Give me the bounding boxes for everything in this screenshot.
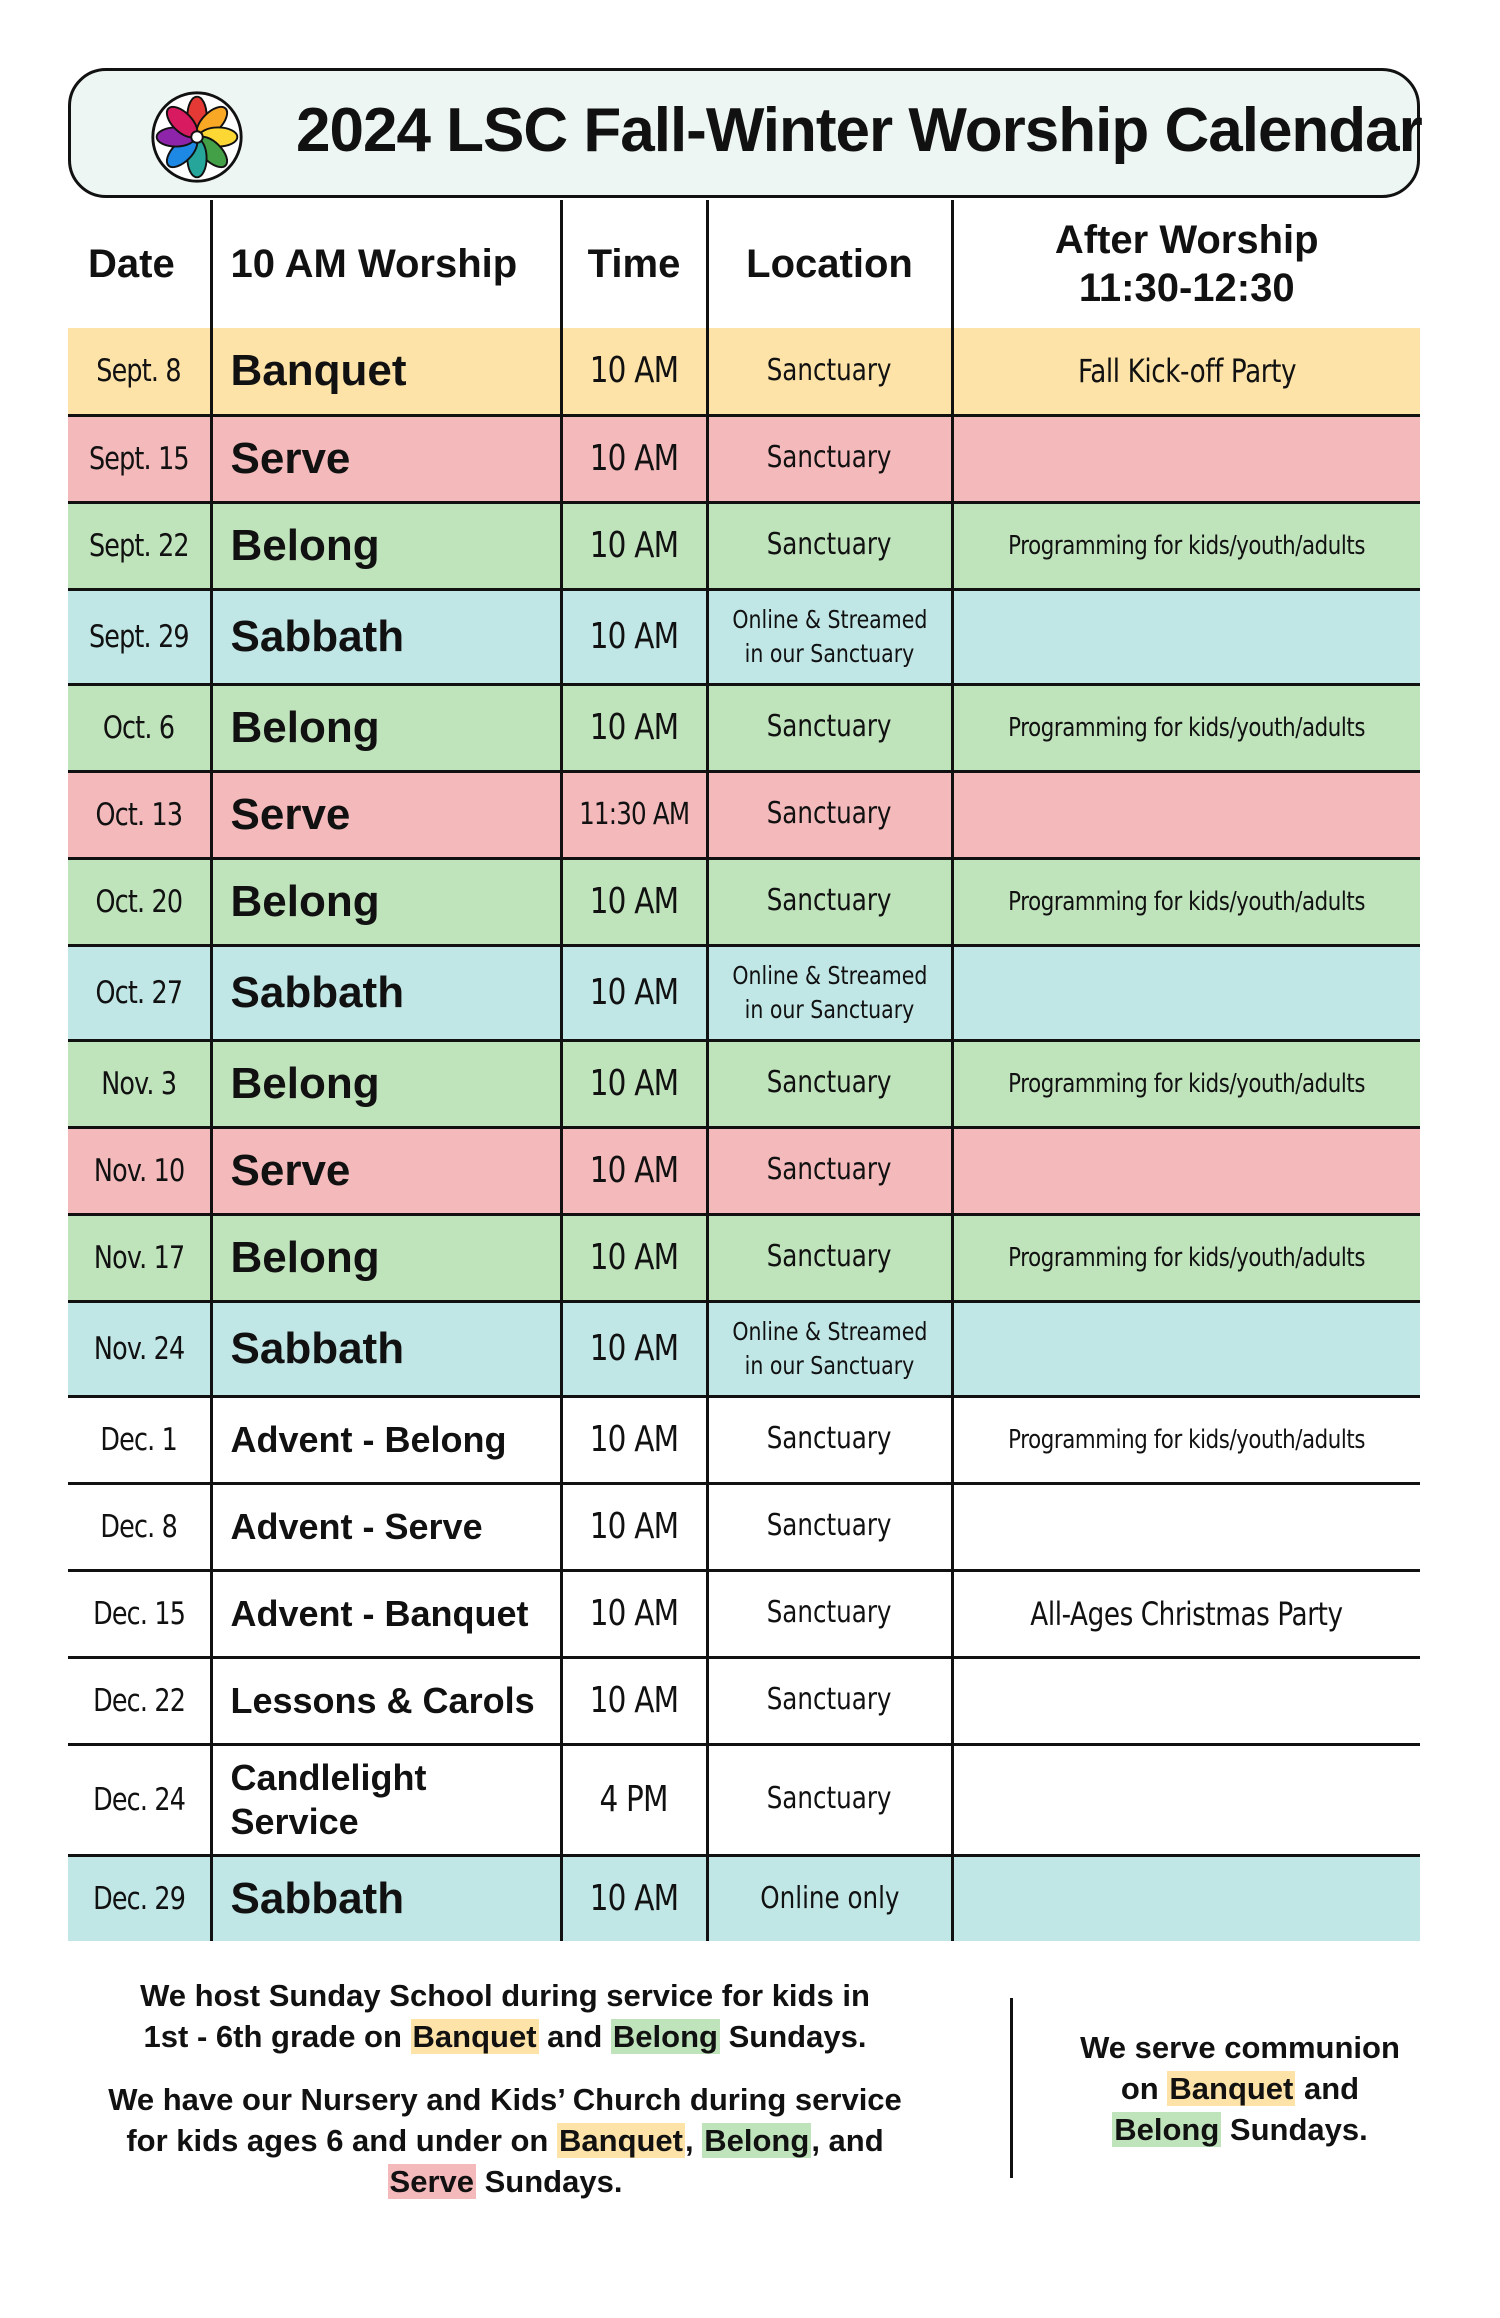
table-row xyxy=(68,858,1420,945)
cell-worship: Belong xyxy=(211,684,561,771)
cell-date: Nov. 24 xyxy=(68,1301,211,1396)
cell-after xyxy=(952,771,1420,858)
header-after-line2: 11:30-12:30 xyxy=(1078,266,1295,310)
cell-date: Oct. 27 xyxy=(68,945,211,1040)
cell-time: 10 AM xyxy=(561,589,707,684)
header-time: Time xyxy=(561,200,707,328)
communion-note: We serve communion on Banquet and Belong Sundays. xyxy=(1080,2030,1400,2147)
cell-time: 10 AM xyxy=(561,1214,707,1301)
cell-worship: Sabbath xyxy=(211,945,561,1040)
table-row xyxy=(68,1396,1420,1483)
cell-worship: Advent - Belong xyxy=(211,1396,561,1483)
cell-date: Sept. 22 xyxy=(68,502,211,589)
sunday-school-note xyxy=(70,1975,940,2224)
cell-worship: Sabbath xyxy=(211,1301,561,1396)
table-row xyxy=(68,1301,1420,1396)
table-row xyxy=(68,771,1420,858)
cell-worship: Sabbath xyxy=(211,589,561,684)
cell-worship: Advent - Banquet xyxy=(211,1570,561,1657)
cell-after: Programming for kids/youth/adults xyxy=(952,1040,1420,1127)
table-row xyxy=(68,1744,1420,1855)
table-row xyxy=(68,502,1420,589)
cell-location: Sanctuary xyxy=(707,1396,952,1483)
table-row xyxy=(68,415,1420,502)
cell-date: Dec. 1 xyxy=(68,1396,211,1483)
cell-after: Programming for kids/youth/adults xyxy=(952,684,1420,771)
table-row xyxy=(68,1483,1420,1570)
cell-worship: Candlelight Service xyxy=(211,1744,561,1855)
cell-date: Nov. 17 xyxy=(68,1214,211,1301)
serve-highlight: Serve xyxy=(389,2164,474,2199)
cell-date: Nov. 3 xyxy=(68,1040,211,1127)
cell-time: 10 AM xyxy=(561,1127,707,1214)
header-after-line1: After Worship xyxy=(1054,218,1319,262)
table-row xyxy=(68,1040,1420,1127)
cell-location: Online & Streamed in our Sanctuary xyxy=(707,945,952,1040)
table-row xyxy=(68,945,1420,1040)
cell-date: Sept. 29 xyxy=(68,589,211,684)
cell-after xyxy=(952,1855,1420,1941)
cell-time: 10 AM xyxy=(561,684,707,771)
cell-after xyxy=(952,1744,1420,1855)
header-location: Location xyxy=(707,200,952,328)
cell-date: Dec. 22 xyxy=(68,1657,211,1744)
cell-date: Dec. 24 xyxy=(68,1744,211,1855)
cell-time: 10 AM xyxy=(561,1396,707,1483)
banquet-highlight: Banquet xyxy=(412,2019,537,2054)
belong-highlight: Belong xyxy=(612,2019,718,2054)
cell-date: Oct. 20 xyxy=(68,858,211,945)
cell-worship: Belong xyxy=(211,1214,561,1301)
cell-time: 10 AM xyxy=(561,1040,707,1127)
title-banner xyxy=(68,68,1420,198)
worship-calendar-table xyxy=(68,200,1420,1941)
cell-location: Online only xyxy=(707,1855,952,1941)
cell-time: 10 AM xyxy=(561,858,707,945)
cell-date: Sept. 8 xyxy=(68,328,211,415)
belong-highlight: Belong xyxy=(1114,2112,1220,2147)
cell-worship: Belong xyxy=(211,502,561,589)
cell-time: 10 AM xyxy=(561,1657,707,1744)
table-row xyxy=(68,1855,1420,1941)
table-row xyxy=(68,328,1420,415)
belong-highlight: Belong xyxy=(704,2123,810,2158)
cell-date: Sept. 15 xyxy=(68,415,211,502)
cell-date: Nov. 10 xyxy=(68,1127,211,1214)
cell-after xyxy=(952,945,1420,1040)
cell-location: Sanctuary xyxy=(707,1214,952,1301)
cell-time: 10 AM xyxy=(561,1301,707,1396)
header-after-worship xyxy=(952,200,1420,328)
cell-date: Oct. 6 xyxy=(68,684,211,771)
cell-time: 10 AM xyxy=(561,945,707,1040)
cell-location: Sanctuary xyxy=(707,328,952,415)
cell-date: Dec. 29 xyxy=(68,1855,211,1941)
cell-worship: Serve xyxy=(211,771,561,858)
cell-time: 10 AM xyxy=(561,1855,707,1941)
cell-location: Sanctuary xyxy=(707,1127,952,1214)
cell-time: 10 AM xyxy=(561,1570,707,1657)
cell-after: Fall Kick-off Party xyxy=(952,328,1420,415)
cell-worship: Serve xyxy=(211,415,561,502)
cell-after xyxy=(952,415,1420,502)
table-row xyxy=(68,684,1420,771)
header-worship: 10 AM Worship xyxy=(211,200,561,328)
cell-after xyxy=(952,1127,1420,1214)
cell-location: Sanctuary xyxy=(707,684,952,771)
cell-date: Oct. 13 xyxy=(68,771,211,858)
cell-after xyxy=(952,1483,1420,1570)
cell-location: Online & Streamed in our Sanctuary xyxy=(707,1301,952,1396)
cell-date: Dec. 8 xyxy=(68,1483,211,1570)
cell-location: Sanctuary xyxy=(707,771,952,858)
banquet-highlight: Banquet xyxy=(559,2123,683,2158)
table-row xyxy=(68,1127,1420,1214)
cell-after: Programming for kids/youth/adults xyxy=(952,1396,1420,1483)
cell-time: 4 PM xyxy=(561,1744,707,1855)
cell-time: 11:30 AM xyxy=(561,771,707,858)
cell-worship: Sabbath xyxy=(211,1855,561,1941)
cell-location: Sanctuary xyxy=(707,415,952,502)
cell-after: All-Ages Christmas Party xyxy=(952,1570,1420,1657)
cell-time: 10 AM xyxy=(561,502,707,589)
table-row xyxy=(68,1657,1420,1744)
cell-date: Dec. 15 xyxy=(68,1570,211,1657)
banquet-highlight: Banquet xyxy=(1169,2071,1294,2106)
cell-location: Sanctuary xyxy=(707,1570,952,1657)
cell-worship: Belong xyxy=(211,1040,561,1127)
cell-after xyxy=(952,589,1420,684)
cell-after: Programming for kids/youth/adults xyxy=(952,502,1420,589)
cell-worship: Lessons & Carols xyxy=(211,1657,561,1744)
cell-worship: Advent - Serve xyxy=(211,1483,561,1570)
cell-after: Programming for kids/youth/adults xyxy=(952,858,1420,945)
cell-location: Sanctuary xyxy=(707,1040,952,1127)
cell-time: 10 AM xyxy=(561,1483,707,1570)
cell-after: Programming for kids/youth/adults xyxy=(952,1214,1420,1301)
cell-location: Sanctuary xyxy=(707,502,952,589)
cell-time: 10 AM xyxy=(561,328,707,415)
sunday-school-paragraph: We host Sunday School during service for kids in 1st - 6th grade on Banquet and Belong Sundays. xyxy=(140,1978,870,2054)
cell-worship: Banquet xyxy=(211,328,561,415)
table-row xyxy=(68,1570,1420,1657)
nursery-paragraph: We have our Nursery and Kids’ Church during service for kids ages 6 and under on Banquet, Belong, and Serve Sundays. xyxy=(108,2082,902,2199)
cell-worship: Serve xyxy=(211,1127,561,1214)
table-row xyxy=(68,589,1420,684)
table-header-row xyxy=(68,200,1420,328)
cell-after xyxy=(952,1657,1420,1744)
page-title: 2024 LSC Fall-Winter Worship Calendar xyxy=(296,96,1422,165)
table-row xyxy=(68,1214,1420,1301)
flower-logo-icon xyxy=(149,89,245,185)
cell-time: 10 AM xyxy=(561,415,707,502)
header-date: Date xyxy=(68,200,211,328)
cell-location: Online & Streamed in our Sanctuary xyxy=(707,589,952,684)
cell-location: Sanctuary xyxy=(707,858,952,945)
cell-after xyxy=(952,1301,1420,1396)
cell-location: Sanctuary xyxy=(707,1744,952,1855)
cell-location: Sanctuary xyxy=(707,1657,952,1744)
footer-divider xyxy=(1010,1998,1013,2178)
cell-worship: Belong xyxy=(211,858,561,945)
cell-location: Sanctuary xyxy=(707,1483,952,1570)
